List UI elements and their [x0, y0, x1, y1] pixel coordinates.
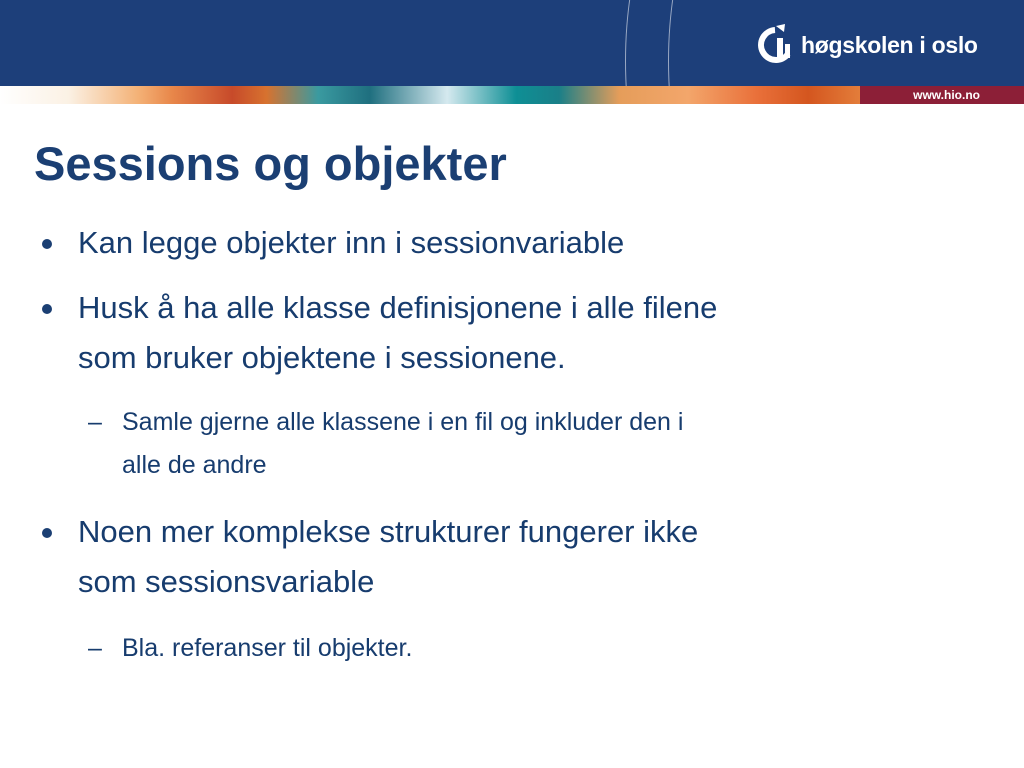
bullet-line: alle de andre [122, 451, 267, 479]
slide-header [0, 0, 1024, 86]
bullet-line: Husk å ha alle klasse definisjonene i alle filene [78, 290, 718, 325]
bullet-line: Bla. referanser til objekter. [122, 634, 413, 662]
sub-bullet-item [88, 401, 684, 487]
website-url: www.hio.no [913, 88, 980, 102]
bullet-line: som bruker objektene i sessionene. [78, 340, 566, 375]
bullet-item [78, 283, 717, 383]
hio-logo-icon [755, 22, 795, 68]
brand-name: høgskolen i oslo [801, 31, 978, 58]
bullet-dot-icon [42, 239, 52, 249]
url-bar [860, 86, 1024, 104]
dash-marker: – [88, 634, 102, 662]
bullet-line: Samle gjerne alle klassene i en fil og inkluder den i [122, 408, 684, 436]
bullet-line: som sessionsvariable [78, 564, 375, 599]
slide-title: Sessions og objekter [34, 137, 507, 190]
bullet-dot-icon [42, 528, 52, 538]
dash-marker: – [88, 408, 102, 436]
color-stripe [0, 86, 860, 104]
brand-logo [755, 20, 978, 70]
sub-bullet-item [88, 627, 413, 670]
bullet-line: Noen mer komplekse strukturer fungerer ikke [78, 514, 699, 549]
bullet-item [78, 218, 624, 268]
bullet-line: Kan legge objekter inn i sessionvariable [78, 225, 625, 260]
bullet-dot-icon [42, 304, 52, 314]
bullet-item [78, 507, 698, 607]
